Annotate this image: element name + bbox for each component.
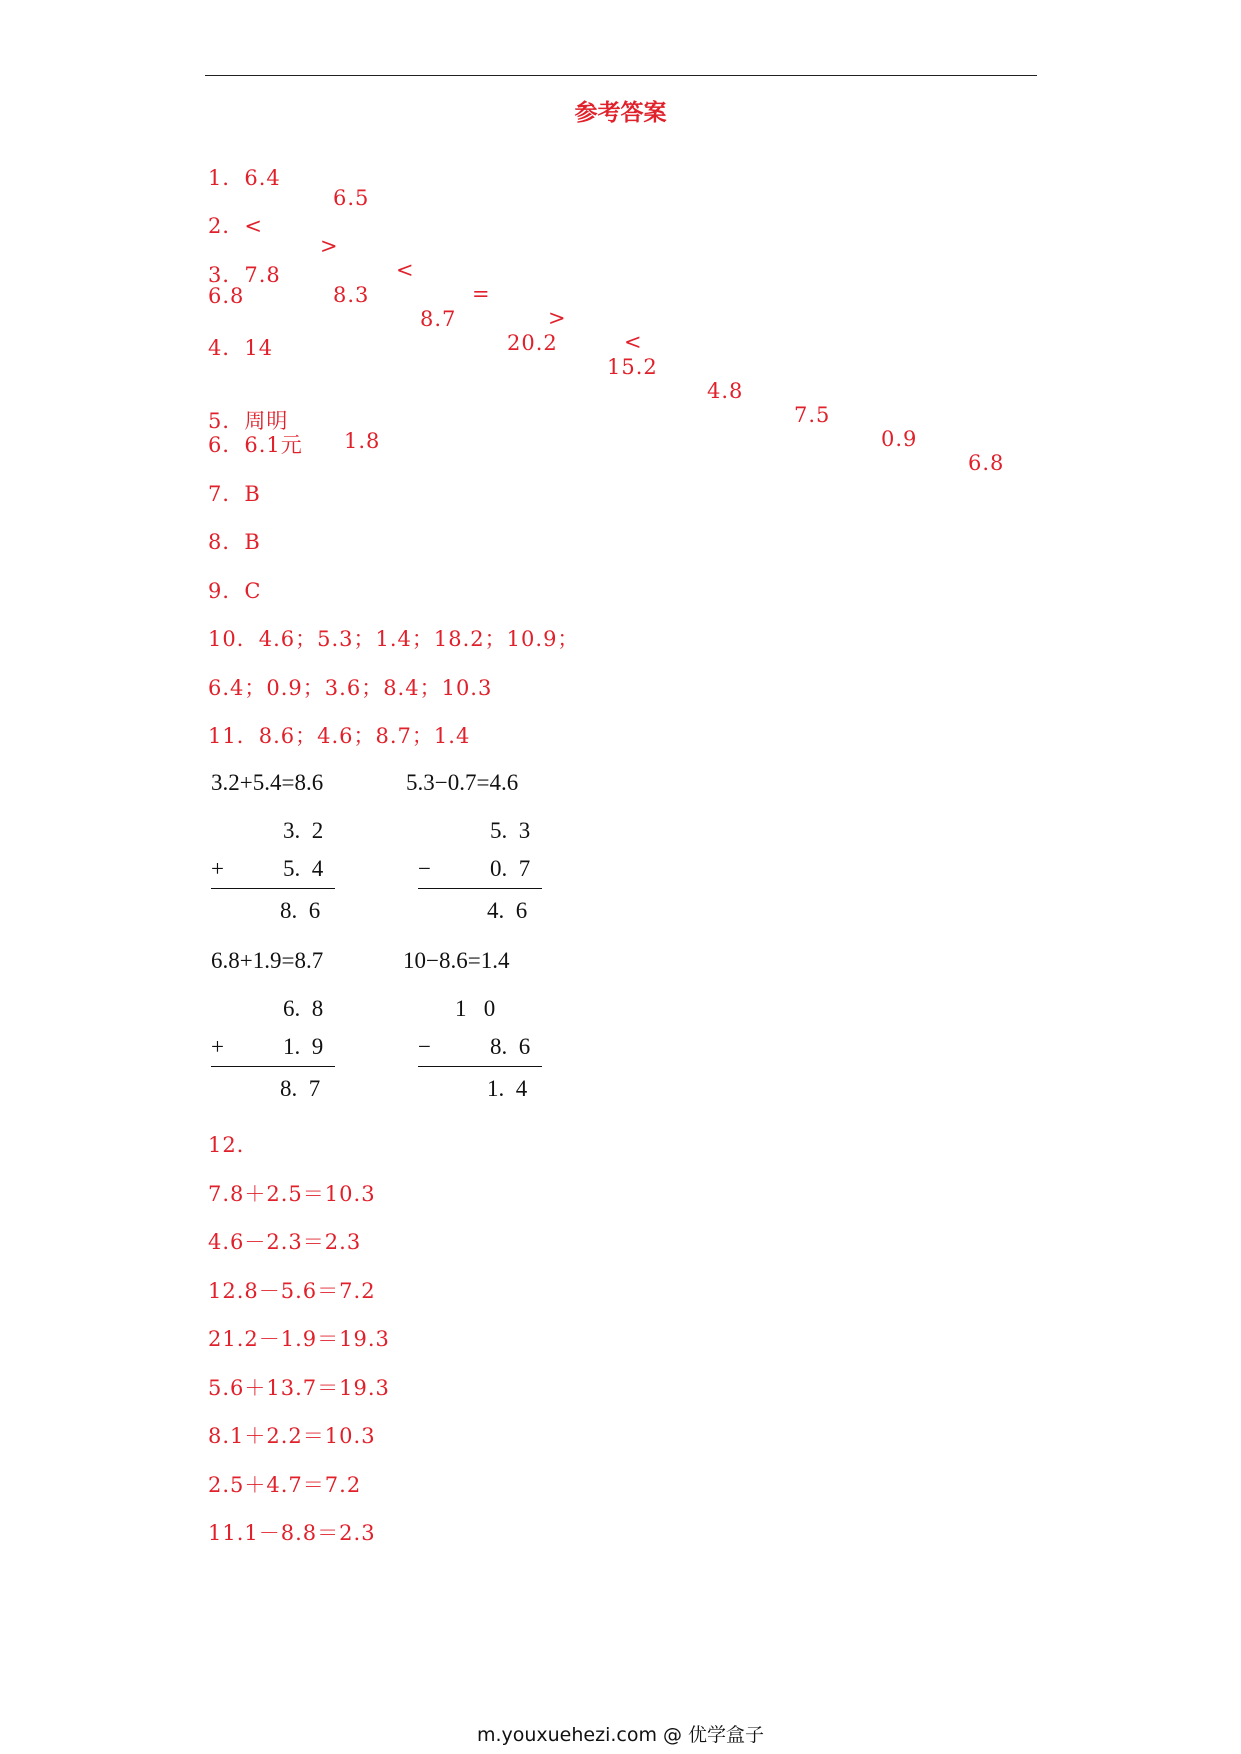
calc-2-line	[418, 888, 542, 889]
calc-4-middle: 8. 6	[490, 1034, 531, 1059]
equation-2: 5.3−0.7=4.6	[406, 770, 519, 795]
calc-4-top: 1 0	[455, 996, 496, 1021]
answer-7: 7．B	[208, 482, 261, 506]
calc-1-line	[211, 888, 335, 889]
q12-line: 2.5＋4.7＝7.2	[208, 1473, 362, 1497]
header-rule	[205, 75, 1037, 76]
answer-1: 1．6.4 6.5	[208, 166, 370, 210]
answer-9: 9．C	[208, 579, 262, 603]
calc-1-middle: 5. 4	[283, 856, 324, 881]
answer-3: 3．7.8 8.3 8.7 20.2 15.2 4.8 7.5 0.9 6.8	[208, 263, 1005, 475]
calc-2-middle: 0. 7	[490, 856, 531, 881]
calc-3-middle: 1. 9	[283, 1034, 324, 1059]
q12-line: 11.1－8.8＝2.3	[208, 1521, 376, 1545]
answer-6: 6．6.1元	[208, 433, 303, 457]
q12-line: 21.2－1.9＝19.3	[208, 1327, 390, 1351]
answer-8: 8．B	[208, 530, 261, 554]
q12-line: 7.8＋2.5＝10.3	[208, 1182, 376, 1206]
answer-10-line-2: 6.4；0.9；3.6；8.4；10.3	[208, 676, 493, 700]
calc-1-top: 3. 2	[283, 818, 324, 843]
q12-line: 4.6－2.3＝2.3	[208, 1230, 362, 1254]
calc-2-operator: −	[418, 856, 431, 881]
answer-2: 2．< > < = > <	[208, 214, 643, 354]
calc-4-operator: −	[418, 1034, 431, 1059]
equation-3: 6.8+1.9=8.7	[211, 948, 324, 973]
footer-watermark: m.youxuehezi.com @ 优学盒子	[476, 1724, 765, 1746]
answer-4: 4．14	[208, 336, 274, 360]
answer-10-line-1: 10．4.6；5.3；1.4；18.2；10.9；	[208, 627, 580, 651]
calc-2-top: 5. 3	[490, 818, 531, 843]
q12-line: 12.8－5.6＝7.2	[208, 1279, 376, 1303]
answer-3-cont: 6.8	[208, 284, 245, 308]
calc-3-line	[211, 1066, 335, 1067]
calc-4-line	[418, 1066, 542, 1067]
answer-11: 11．8.6；4.6；8.7；1.4	[208, 724, 471, 748]
equation-1: 3.2+5.4=8.6	[211, 770, 324, 795]
q12-line: 5.6＋13.7＝19.3	[208, 1376, 390, 1400]
calc-4-result: 1. 4	[487, 1076, 528, 1101]
answer-5: 5．周明 1.8	[208, 409, 381, 453]
calc-3-top: 6. 8	[283, 996, 324, 1021]
calc-3-operator: +	[211, 1034, 224, 1059]
page-title: 参考答案	[574, 100, 667, 126]
calc-1-result: 8. 6	[280, 898, 321, 923]
calc-2-result: 4. 6	[487, 898, 528, 923]
answer-12: 12．	[208, 1133, 259, 1157]
equation-4: 10−8.6=1.4	[403, 948, 510, 973]
q12-line: 8.1＋2.2＝10.3	[208, 1424, 376, 1448]
calc-1-operator: +	[211, 856, 224, 881]
calc-3-result: 8. 7	[280, 1076, 321, 1101]
